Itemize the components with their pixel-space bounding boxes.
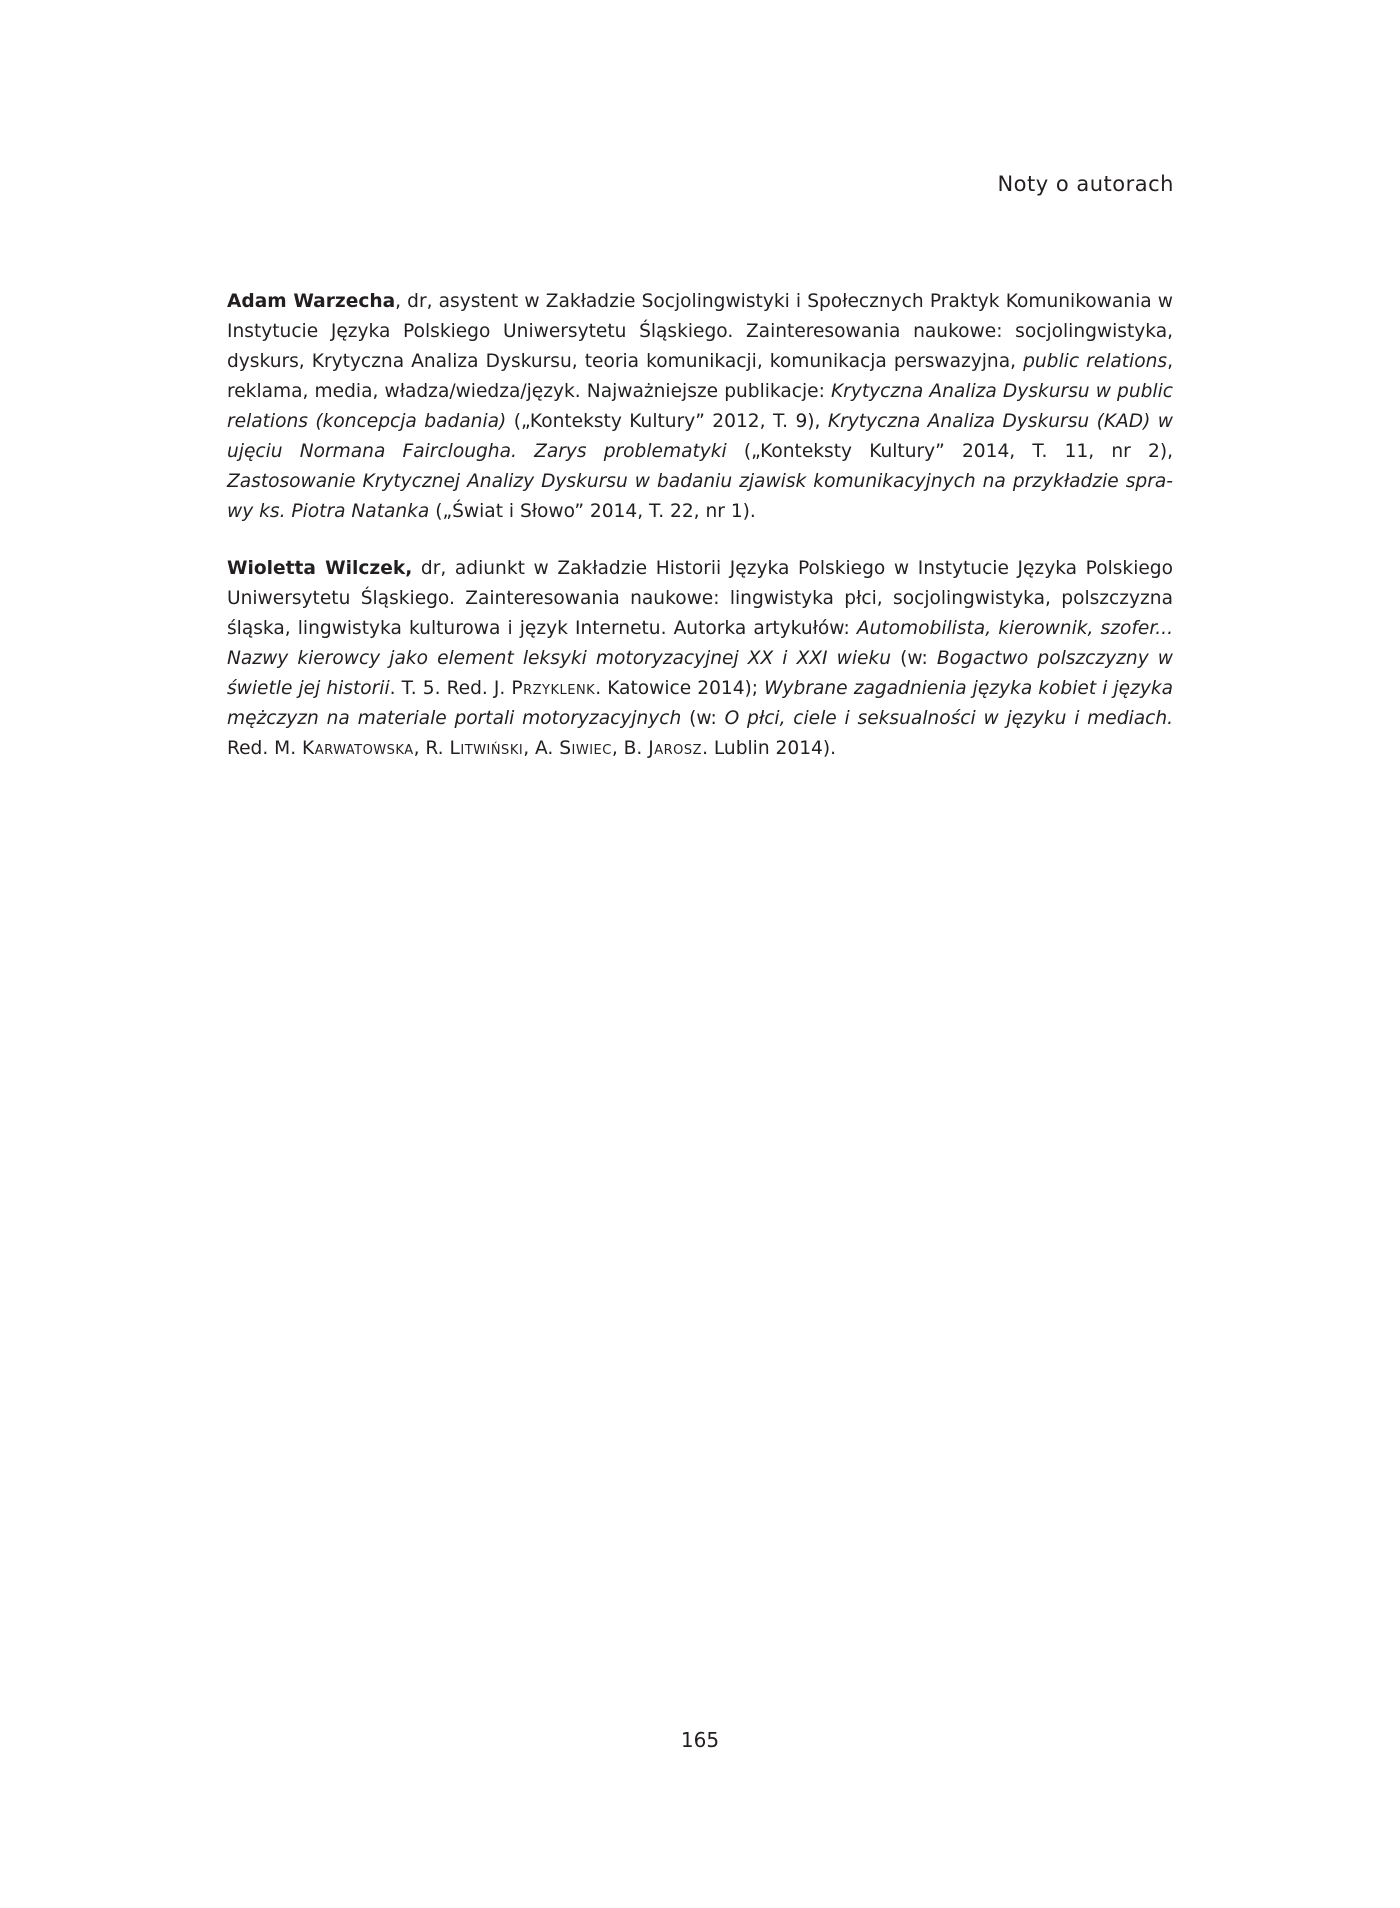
text-segment: (w:: [890, 647, 937, 669]
editor-name: Litwiński: [449, 737, 524, 759]
text-segment: , R.: [413, 737, 450, 759]
publication-title: O płci, ciele i seksualności w języku i mediach.: [724, 707, 1174, 729]
editor-name: Karwatowska: [302, 737, 414, 759]
text-segment: . Lublin 2014).: [702, 737, 837, 759]
text-segment: dr, adiunkt w Zakładzie Historii Języka Polskiego w Instytucie Języka Polskiego Uniwersytetu Śląskiego. Zainteresowania naukowe: lingwistyka płci, socjolingwistyka, polszczyzna śląska, lingwistyka kulturowa i język Internetu. Autorka artykułów:: [227, 557, 1173, 639]
text-segment: , B.: [611, 737, 649, 759]
author-note-wilczek: [227, 554, 1173, 764]
publication-title: Krytyczna Analiza Dyskursu w public relations (koncepcja badania): [227, 380, 1173, 432]
author-note-warzecha: [227, 287, 1173, 527]
text-segment: (w:: [681, 707, 725, 729]
author-name: Wioletta Wilczek,: [227, 557, 413, 579]
text-segment: , dr, asystent w Zakładzie Socjolingwistyki i Społecznych Praktyk Komunikowania w Instytucie Języka Polskiego Uniwersytetu Śląskiego. Zainteresowania naukowe: socjolingwistyka, dyskurs, Krytyczna Analiza Dyskursu, teoria komunikacji, komunikacja perswazyjna,: [227, 290, 1173, 372]
italic-segment: public relations: [1023, 350, 1168, 372]
page-number: 165: [680, 1728, 720, 1752]
text-segment: Red. M.: [227, 737, 303, 759]
editor-name: Jarosz: [648, 737, 703, 759]
text-segment: , reklama, media, władza/wiedza/język. Najważniejsze publikacje:: [227, 350, 1173, 402]
text-segment: („Konteksty Kultury” 2012, T. 9),: [506, 410, 828, 432]
running-header: Noty o autorach: [997, 172, 1174, 196]
text-segment: („Konteksty Kultury” 2014, T. 11, nr 2),: [726, 440, 1173, 462]
text-segment: . Katowice 2014);: [595, 677, 765, 699]
editor-name: Siwiec: [559, 737, 612, 759]
text-segment: („Świat i Słowo” 2014, T. 22, nr 1).: [429, 500, 756, 522]
publication-title: Wybrane zagadnienia języka kobiet i języka mężczyzn na materiale portali motoryzacyjnych: [227, 677, 1173, 729]
text-segment: . T. 5. Red. J.: [389, 677, 512, 699]
publication-title: Automobilista, kierownik, szofer... Nazwy kierowcy jako element leksyki motoryzacyjnej XX i XXI wieku: [227, 617, 1173, 669]
text-segment: , A.: [523, 737, 560, 759]
publication-title: Zastosowanie Krytycznej Analizy Dyskursu w badaniu zjawisk komunikacyjnych na przykładzie sprawy ks. Piotra Natanka: [227, 470, 1173, 522]
author-name: Adam Warzecha: [227, 290, 396, 312]
publication-title: Krytyczna Analiza Dyskursu (KAD) w ujęciu Normana Fairclougha. Zarys problematyki: [227, 410, 1173, 462]
editor-name: Przyklenk: [511, 677, 596, 699]
publication-title: Bogactwo polszczyzny w świetle jej historii: [227, 647, 1174, 699]
